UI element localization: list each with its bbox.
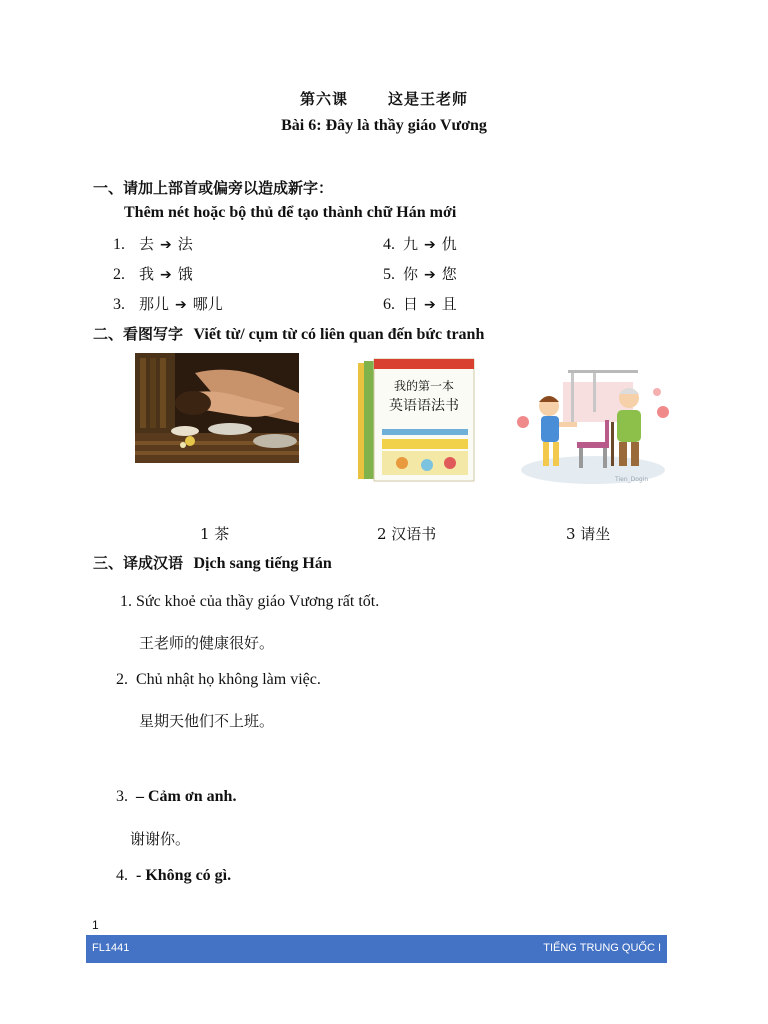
book-cover-image xyxy=(342,353,478,488)
lesson-name: 这是王老师 xyxy=(388,90,469,108)
caption-2: 2 汉语书 xyxy=(377,525,437,543)
arrow-right-icon: ➔ xyxy=(160,267,172,283)
footer-bar xyxy=(86,935,667,963)
caption-3: 3 请坐 xyxy=(566,525,611,543)
exercise-item: 3. 那儿 ➔ 哪儿 xyxy=(113,295,223,313)
translation-answer: 星期天他们不上班。 xyxy=(139,712,275,730)
translation-prompt: 3. – Cảm ơn anh. xyxy=(116,788,237,805)
translation-answer: 王老师的健康很好。 xyxy=(139,634,275,652)
offering-seat-image xyxy=(513,362,673,488)
section2-heading: 二、看图写字 Viết từ/ cụm từ có liên quan đến bức tranh xyxy=(93,325,485,343)
exercise-item: 6. 日 ➔ 且 xyxy=(383,295,457,313)
arrow-right-icon: ➔ xyxy=(424,267,436,283)
book-title-line2: 英语语法书 xyxy=(389,398,459,414)
course-name: TIẾNG TRUNG QUỐC I xyxy=(543,942,661,954)
exercise-item: 2. 我 ➔ 饿 xyxy=(113,265,193,283)
caption-1: 1 茶 xyxy=(200,525,230,543)
exercise-item: 4. 九 ➔ 仇 xyxy=(383,235,457,253)
arrow-right-icon: ➔ xyxy=(160,237,172,253)
arrow-right-icon: ➔ xyxy=(424,237,436,253)
section3-heading: 三、译成汉语 Dịch sang tiếng Hán xyxy=(93,554,332,572)
translation-prompt: 2. Chủ nhật họ không làm việc. xyxy=(116,671,321,688)
page-number: 1 xyxy=(92,918,99,932)
exercise-item: 5. 你 ➔ 您 xyxy=(383,265,457,283)
lesson-number: 第六课 xyxy=(299,90,348,108)
course-code: FL1441 xyxy=(92,942,130,954)
arrow-right-icon: ➔ xyxy=(175,297,187,313)
book-title-line1: 我的第一本 xyxy=(393,379,454,393)
section1-heading: 一、请加上部首或偏旁以造成新字： xyxy=(93,179,334,197)
arrow-right-icon: ➔ xyxy=(424,297,436,313)
translation-prompt: 4. - Không có gì. xyxy=(116,867,232,884)
lesson-title-vn: Bài 6: Đây là thầy giáo Vương xyxy=(281,117,487,134)
image-watermark: Tien_Dogin xyxy=(615,476,649,483)
tea-ceremony-image xyxy=(135,353,299,463)
translation-answer: 谢谢你。 xyxy=(130,830,191,848)
section1-subheading: Thêm nét hoặc bộ thủ để tạo thành chữ Hán mới xyxy=(124,204,457,221)
exercise-item: 1. 去 ➔ 法 xyxy=(113,235,193,253)
translation-prompt: 1. Sức khoẻ của thầy giáo Vương rất tốt. xyxy=(120,593,380,610)
lesson-title-cn xyxy=(0,88,768,109)
